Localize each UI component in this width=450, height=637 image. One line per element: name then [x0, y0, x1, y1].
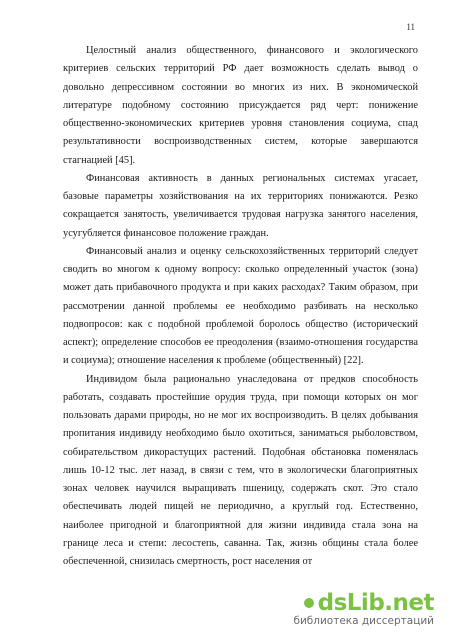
watermark: [284, 591, 434, 631]
document-body: [63, 42, 418, 571]
paragraph-2: Финансовая активность в данных региональных системах угасает, базовые параметры хозяйствования на их территориях понижаются. Резко сокращается занятость, увеличивается трудовая нагрузка занятого населения, усугубляется финансовое положение граждан.: [63, 172, 418, 239]
paragraph-4: Индивидом была рационально унаследована от предков способность работать, создавать простейшие орудия труда, при помощи которых он мог пользовать дарами природы, но не мог их воспроизводить. В целях добывания пропитания индивиду необходимо было охотиться, заниматься рыболовством, собирательством дикорастущих растений. Подобная обстановка поменялась лишь 10-12 тыс. лет назад, в связи с тем, что в экологически благоприятных зонах человек научился выращивать пшеницу, содержать скот. Это стало обеспечивать людей пищей не периодично, а круглый год. Естественно, наиболее пригодной и благоприятной для жизни индивида стала зона на границе леса и степи: лесостепь, саванна. Так, жизнь общины стала более обеспеченной, снизилась смертность, рост населения от: [63, 373, 418, 567]
page-number: 11: [406, 22, 415, 32]
paragraph-1: Целостный анализ общественного, финансового и экологического критериев сельских территорий РФ дает возможность сделать вывод о довольно депрессивном состоянии во многих из них. В экономической литературе подобному состоянию присуждается ряд черт: понижение общественно-экономических критериев уровня становления социума, спад результативности воспроизводственных систем, которые завершаются стагнацией [45].: [63, 45, 418, 166]
dslib-logo-icon: [304, 598, 314, 608]
watermark-logo: dsLib.net: [317, 590, 434, 616]
watermark-caption: библиотека диссертаций: [293, 615, 434, 627]
watermark-logo-row: [284, 591, 434, 615]
paragraph-3: Финансовый анализ и оценку сельскохозяйственных территорий следует сводить во многом к одному вопросу: сколько определенный участок (зона) может дать прибавочного продукта и при каких расходах? Таким образом, при рассмотрении данной проблемы ее необходимо разбивать на несколько подвопросов: как с подобной проблемой боролось общество (исторический аспект); определение способов ее преодоления (взаимо-отношения государства и социума); отношение населения к проблеме (общественный) [22].: [63, 245, 418, 367]
